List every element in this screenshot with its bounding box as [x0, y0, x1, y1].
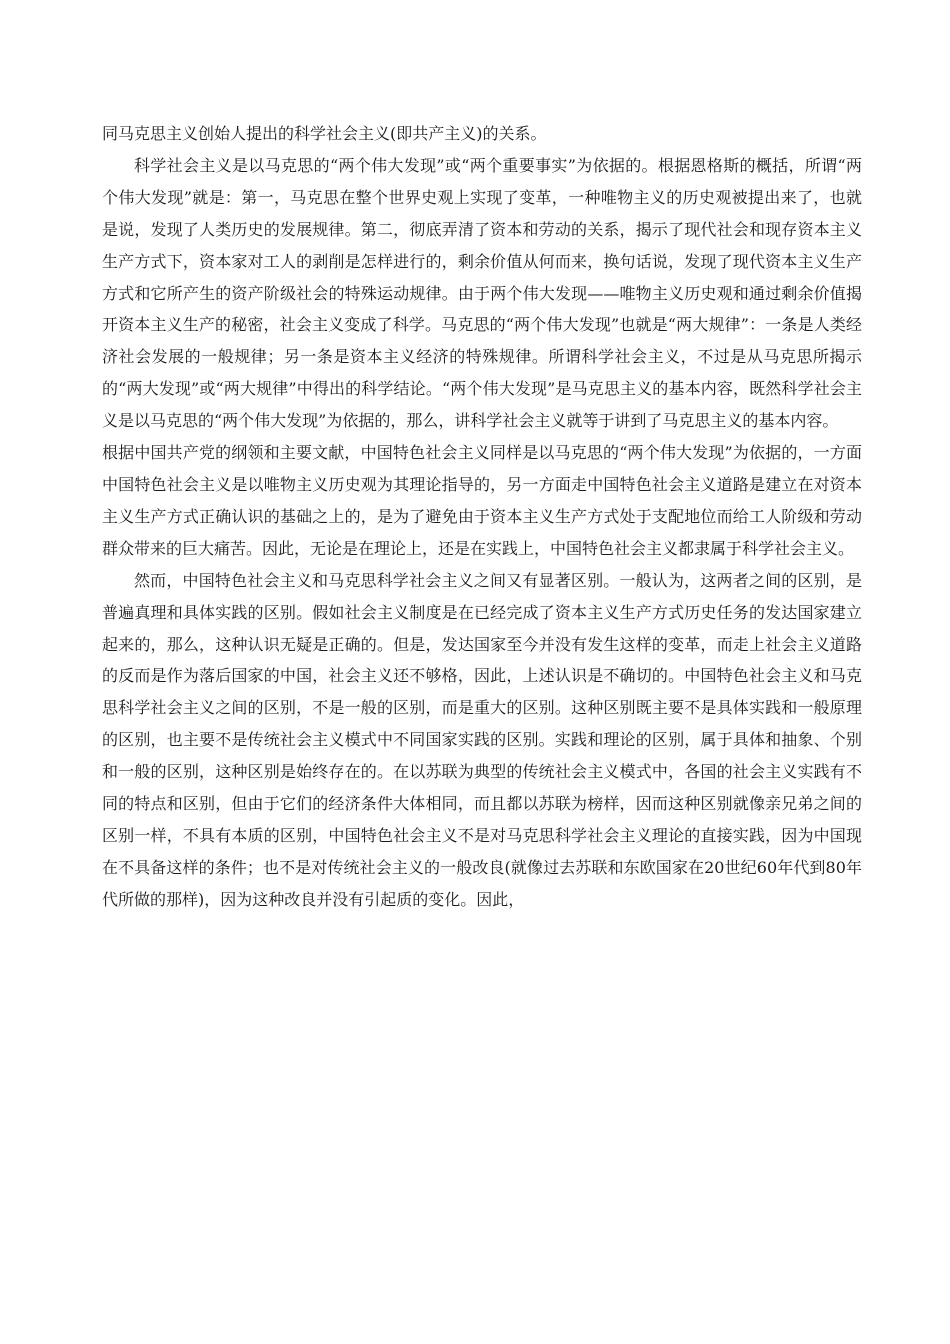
- paragraph-scientific-socialism: 科学社会主义是以马克思的“两个伟大发现”或“两个重要事实”为依据的。根据恩格斯的概括，所谓“两个伟大发现”就是：第一，马克思在整个世界史观上实现了变革，一种唯物主义的历史观被提出来了，也就是说，发现了人类历史的发展规律。第二，彻底弄清了资本和劳动的关系，揭示了现代社会和现存资本主义生产方式下，资本家对工人的剥削是怎样进行的，剩余价值从何而来，换句话说，发现了现代资本主义生产方式和它所产生的资产阶级社会的特殊运动规律。由于两个伟大发现——唯物主义历史观和通过剩余价值揭开资本主义生产的秘密，社会主义变成了科学。马克思的“两个伟大发现”也就是“两大规律”：一条是人类经济社会发展的一般规律；另一条是资本主义经济的特殊规律。所谓科学社会主义，不过是从马克思所揭示的“两大发现”或“两大规律”中得出的科学结论。“两个伟大发现”是马克思主义的基本内容，既然科学社会主义是以马克思的“两个伟大发现”为依据的，那么，讲科学社会主义就等于讲到了马克思主义的基本内容。: [102, 155, 862, 431]
- paragraph-continuation: 同马克思主义创始人提出的科学社会主义(即共产主义)的关系。: [102, 124, 547, 143]
- body-text: [102, 118, 862, 916]
- paragraph-chinese-characteristics: 根据中国共产党的纲领和主要文献，中国特色社会主义同样是以马克思的“两个伟大发现”为依据的，一方面中国特色社会主义是以唯物主义历史观为其理论指导的，另一方面走中国特色社会主义道路是建立在对资本主义生产方式正确认识的基础之上的，是为了避免由于资本主义生产方式处于支配地位而给工人阶级和劳动群众带来的巨大痛苦。因此，无论是在理论上，还是在实践上，中国特色社会主义都隶属于科学社会主义。: [102, 443, 862, 558]
- paragraph-differences: 然而，中国特色社会主义和马克思科学社会主义之间又有显著区别。一般认为，这两者之间的区别，是普遍真理和具体实践的区别。假如社会主义制度是在已经完成了资本主义生产方式历史任务的发达国家建立起来的，那么，这种认识无疑是正确的。但是，发达国家至今并没有发生这样的变革，而走上社会主义道路的反而是作为落后国家的中国，社会主义还不够格，因此，上述认识是不确切的。中国特色社会主义和马克思科学社会主义之间的区别，不是一般的区别，而是重大的区别。这种区别既主要不是具体实践和一般原理的区别，也主要不是传统社会主义模式中不同国家实践的区别。实践和理论的区别，属于具体和抽象、个别和一般的区别，这种区别是始终存在的。在以苏联为典型的传统社会主义模式中，各国的社会主义实践有不同的特点和区别，但由于它们的经济条件大体相同，而且都以苏联为榜样，因而这种区别就像亲兄弟之间的区别一样，不具有本质的区别，中国特色社会主义不是对马克思科学社会主义理论的直接实践，因为中国现在不具备这样的条件；也不是对传统社会主义的一般改良(就像过去苏联和东欧国家在20世纪60年代到80年代所做的那样)，因为这种改良并没有引起质的变化。因此，: [102, 570, 862, 909]
